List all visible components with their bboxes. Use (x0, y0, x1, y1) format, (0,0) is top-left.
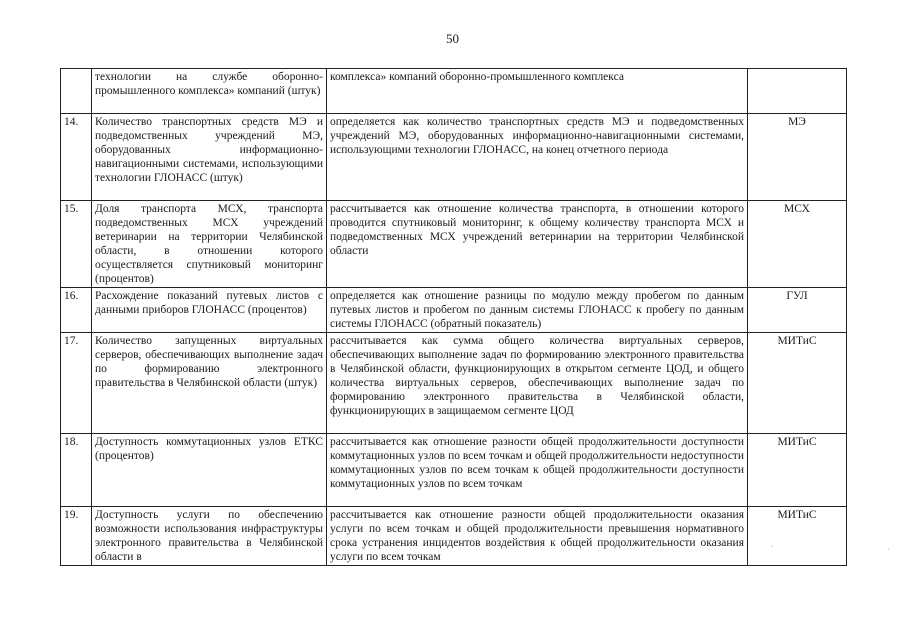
calculation-method: определяется как количество транспортных средств МЭ и подведомственных учреждений МЭ, оборудованных информационно-навигационными системами, использующими технологии ГЛОНАСС, на конец отчетного периода (327, 114, 748, 201)
table-row (61, 288, 847, 333)
table-row (61, 507, 847, 566)
table-row (61, 69, 847, 114)
calculation-method: рассчитывается как отношение количества транспорта, в отношении которого проводится спутниковый мониторинг, к общему количеству транспорта МСХ и подведомственных МСХ учреждений ветеринарии на территории Челябинской области (327, 201, 748, 288)
responsible-body (748, 69, 847, 114)
calculation-method: рассчитывается как сумма общего количества виртуальных серверов, обеспечивающих выполнение задач по формированию электронного правительства в Челябинской области, функционирующих в открытом сегменте ЦОД, и общего количества виртуальных серверов, обеспечивающих выполнение задач по формированию электронного правительства в Челябинской области, функционирующих в защищаемом сегменте ЦОД (327, 333, 748, 434)
calculation-method: рассчитывается как отношение разности общей продолжительности оказания услуги по всем точкам и общей продолжительности превышения нормативного срока устранения инцидентов воздействия к общей продолжительности оказания услуги по всем точкам (327, 507, 748, 566)
responsible-body: ГУЛ (748, 288, 847, 333)
indicator-name: Доля транспорта МСХ, транспорта подведомственных МСХ учреждений ветеринарии на территории Челябинской области, в отношении которого осуществляется спутниковый мониторинг (процентов) (92, 201, 327, 288)
responsible-body: МЭ (748, 114, 847, 201)
indicator-name: технологии на службе оборонно-промышленного комплекса» компаний (штук) (92, 69, 327, 114)
row-number: 17. (61, 333, 92, 434)
responsible-body: МИТиС (748, 434, 847, 507)
table-row (61, 201, 847, 288)
responsible-body: МИТиС (748, 333, 847, 434)
calculation-method: определяется как отношение разницы по модулю между пробегом по данным путевых листов и пробегом по данным системы ГЛОНАСС к пробегу по данным системы ГЛОНАСС (обратный показатель) (327, 288, 748, 333)
indicator-name: Доступность услуги по обеспечению возможности использования инфраструктуры электронного правительства в Челябинской области в (92, 507, 327, 566)
indicators-table (60, 68, 847, 566)
indicator-name: Расхождение показаний путевых листов с данными приборов ГЛОНАСС (процентов) (92, 288, 327, 333)
table-row (61, 434, 847, 507)
row-number: 16. (61, 288, 92, 333)
row-number: 14. (61, 114, 92, 201)
calculation-method: рассчитывается как отношение разности общей продолжительности доступности коммутационных узлов по всем точкам и общей продолжительности недоступности коммутационных узлов по всем точкам к общей продолжительности доступности коммутационных узлов по всем точкам (327, 434, 748, 507)
scan-speck: · (887, 545, 890, 554)
indicator-name: Количество запущенных виртуальных серверов, обеспечивающих выполнение задач по формированию электронного правительства в Челябинской области (штук) (92, 333, 327, 434)
row-number: 15. (61, 201, 92, 288)
row-number: 19. (61, 507, 92, 566)
responsible-body: МСХ (748, 201, 847, 288)
responsible-body: МИТиС (748, 507, 847, 566)
row-number: 18. (61, 434, 92, 507)
page-number: 50 (446, 31, 459, 46)
calculation-method: комплекса» компаний оборонно-промышленного комплекса (327, 69, 748, 114)
table-row (61, 333, 847, 434)
indicator-name: Доступность коммутационных узлов ЕТКС (процентов) (92, 434, 327, 507)
table-row (61, 114, 847, 201)
scan-speck: · (771, 542, 774, 551)
row-number (61, 69, 92, 114)
indicator-name: Количество транспортных средств МЭ и подведомственных учреждений МЭ, оборудованных информационно-навигационными системами, использующими технологии ГЛОНАСС (штук) (92, 114, 327, 201)
